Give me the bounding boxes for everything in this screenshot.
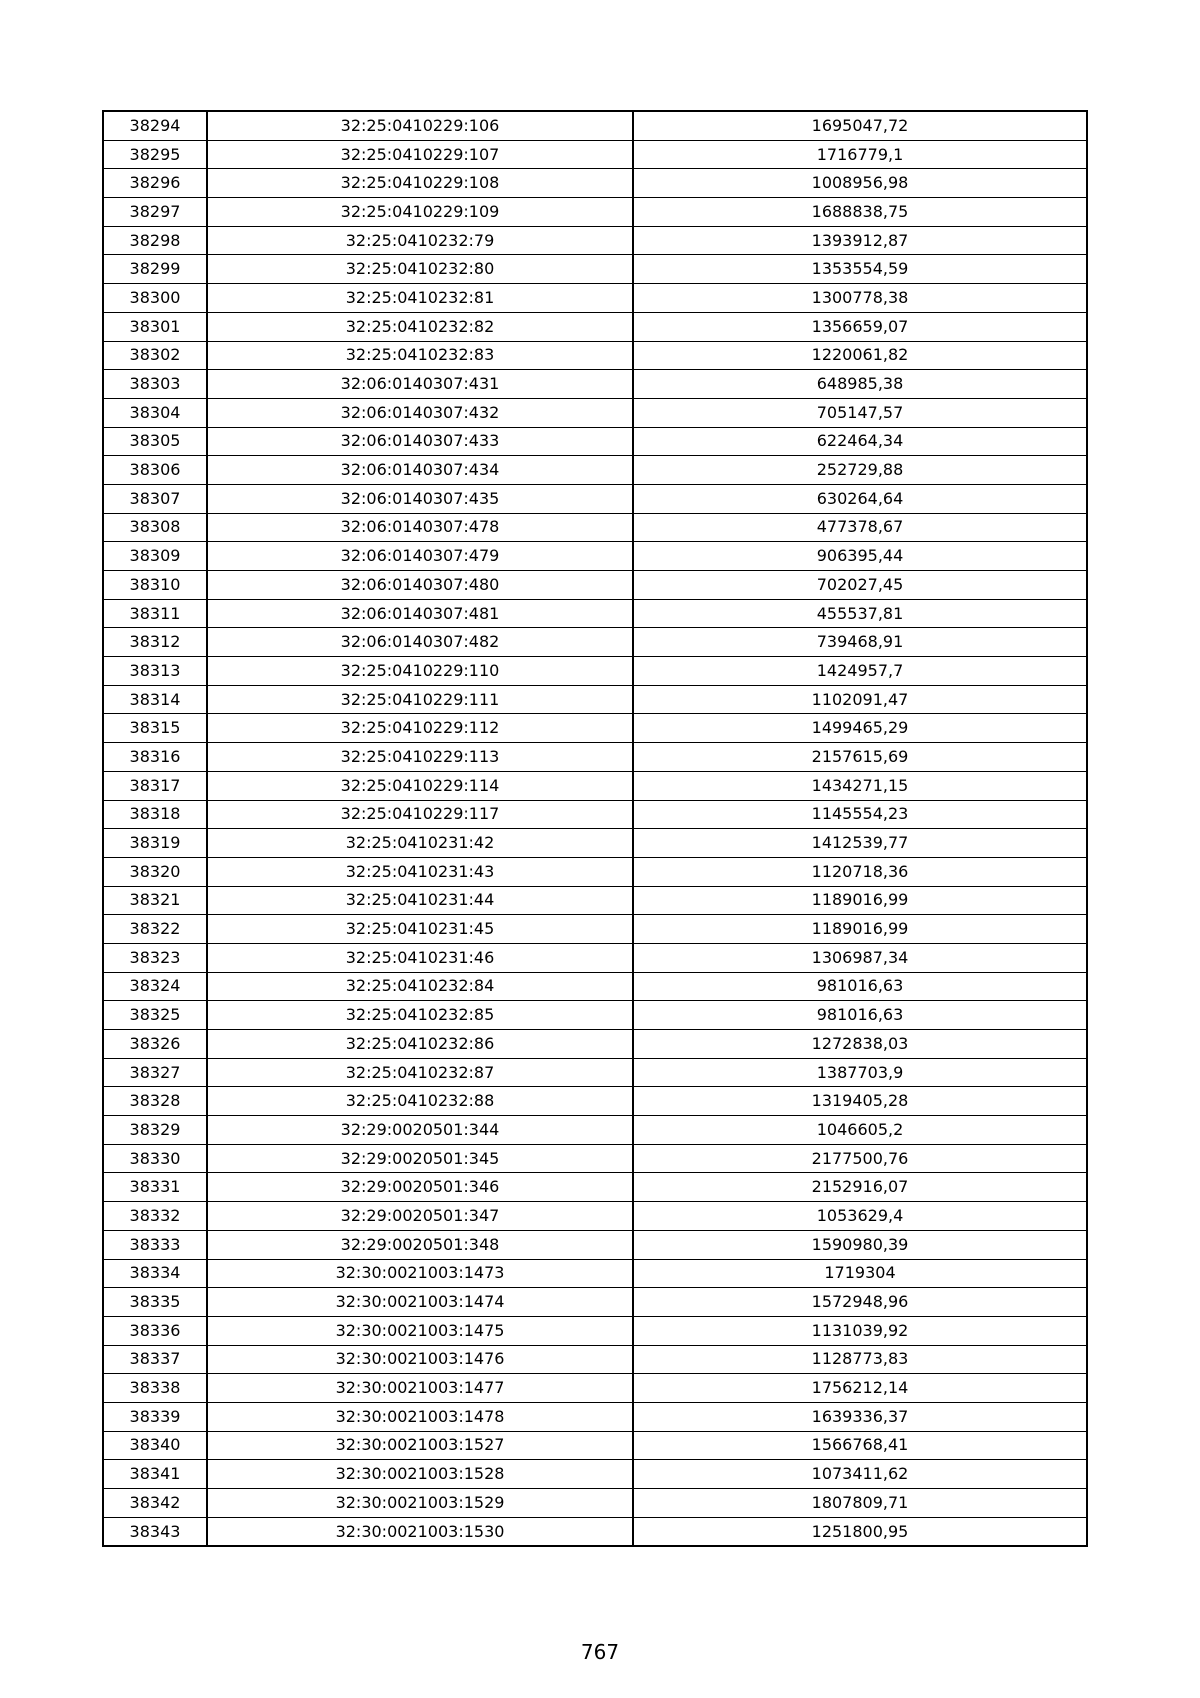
cadastral-number-cell: 32:06:0140307:478: [207, 513, 633, 542]
table-row: [103, 513, 1087, 542]
table-row: [103, 542, 1087, 571]
cadastral-number-cell: 32:06:0140307:431: [207, 370, 633, 399]
cadastral-number-cell: 32:06:0140307:480: [207, 571, 633, 600]
table-row: [103, 1288, 1087, 1317]
row-number-cell: 38323: [103, 943, 207, 972]
cadastral-number-cell: 32:25:0410229:109: [207, 198, 633, 227]
value-cell: 1046605,2: [633, 1116, 1087, 1145]
row-number-cell: 38341: [103, 1460, 207, 1489]
cadastral-number-cell: 32:25:0410229:106: [207, 111, 633, 140]
row-number-cell: 38330: [103, 1144, 207, 1173]
row-number-cell: 38340: [103, 1431, 207, 1460]
cadastral-number-cell: 32:06:0140307:435: [207, 484, 633, 513]
row-number-cell: 38331: [103, 1173, 207, 1202]
row-number-cell: 38324: [103, 972, 207, 1001]
value-cell: 1189016,99: [633, 886, 1087, 915]
row-number-cell: 38315: [103, 714, 207, 743]
row-number-cell: 38304: [103, 398, 207, 427]
cadastral-number-cell: 32:30:0021003:1529: [207, 1489, 633, 1518]
row-number-cell: 38339: [103, 1402, 207, 1431]
cadastral-number-cell: 32:30:0021003:1530: [207, 1517, 633, 1546]
table-row: [103, 685, 1087, 714]
row-number-cell: 38310: [103, 571, 207, 600]
table-row: [103, 915, 1087, 944]
cadastral-number-cell: 32:30:0021003:1476: [207, 1345, 633, 1374]
cadastral-number-cell: 32:30:0021003:1475: [207, 1316, 633, 1345]
value-cell: 1319405,28: [633, 1087, 1087, 1116]
value-cell: 1073411,62: [633, 1460, 1087, 1489]
table-row: [103, 1489, 1087, 1518]
row-number-cell: 38298: [103, 226, 207, 255]
table-row: [103, 714, 1087, 743]
value-cell: 1572948,96: [633, 1288, 1087, 1317]
value-cell: 1590980,39: [633, 1230, 1087, 1259]
cadastral-number-cell: 32:30:0021003:1527: [207, 1431, 633, 1460]
table-row: [103, 284, 1087, 313]
row-number-cell: 38334: [103, 1259, 207, 1288]
value-cell: 1102091,47: [633, 685, 1087, 714]
value-cell: 1434271,15: [633, 771, 1087, 800]
value-cell: 1145554,23: [633, 800, 1087, 829]
row-number-cell: 38300: [103, 284, 207, 313]
table-row: [103, 1259, 1087, 1288]
table-row: [103, 198, 1087, 227]
value-cell: 981016,63: [633, 1001, 1087, 1030]
row-number-cell: 38306: [103, 456, 207, 485]
cadastral-number-cell: 32:25:0410231:45: [207, 915, 633, 944]
value-cell: 1499465,29: [633, 714, 1087, 743]
table-row: [103, 1030, 1087, 1059]
value-cell: 1356659,07: [633, 312, 1087, 341]
table-row: [103, 312, 1087, 341]
table-row: [103, 657, 1087, 686]
row-number-cell: 38316: [103, 743, 207, 772]
table-row: [103, 628, 1087, 657]
cadastral-number-cell: 32:25:0410232:81: [207, 284, 633, 313]
value-cell: 1220061,82: [633, 341, 1087, 370]
cadastral-number-cell: 32:25:0410232:80: [207, 255, 633, 284]
value-cell: 1272838,03: [633, 1030, 1087, 1059]
table-row: [103, 1116, 1087, 1145]
value-cell: 1189016,99: [633, 915, 1087, 944]
cadastral-number-cell: 32:06:0140307:432: [207, 398, 633, 427]
value-cell: 2177500,76: [633, 1144, 1087, 1173]
value-cell: 1120718,36: [633, 857, 1087, 886]
value-cell: 1128773,83: [633, 1345, 1087, 1374]
table-row: [103, 857, 1087, 886]
table-row: [103, 571, 1087, 600]
value-cell: 1306987,34: [633, 943, 1087, 972]
cadastral-number-cell: 32:25:0410231:44: [207, 886, 633, 915]
table-row: [103, 427, 1087, 456]
value-cell: 455537,81: [633, 599, 1087, 628]
row-number-cell: 38342: [103, 1489, 207, 1518]
row-number-cell: 38309: [103, 542, 207, 571]
table-row: [103, 341, 1087, 370]
value-cell: 1412539,77: [633, 829, 1087, 858]
row-number-cell: 38313: [103, 657, 207, 686]
row-number-cell: 38302: [103, 341, 207, 370]
cadastral-number-cell: 32:25:0410232:84: [207, 972, 633, 1001]
table-row: [103, 1431, 1087, 1460]
table-row: [103, 599, 1087, 628]
cadastral-number-cell: 32:30:0021003:1477: [207, 1374, 633, 1403]
value-cell: 622464,34: [633, 427, 1087, 456]
table-row: [103, 370, 1087, 399]
value-cell: 1688838,75: [633, 198, 1087, 227]
table-row: [103, 226, 1087, 255]
cadastral-number-cell: 32:25:0410231:43: [207, 857, 633, 886]
value-cell: 1566768,41: [633, 1431, 1087, 1460]
cadastral-number-cell: 32:25:0410229:108: [207, 169, 633, 198]
row-number-cell: 38326: [103, 1030, 207, 1059]
cadastral-number-cell: 32:06:0140307:482: [207, 628, 633, 657]
cadastral-number-cell: 32:30:0021003:1478: [207, 1402, 633, 1431]
row-number-cell: 38307: [103, 484, 207, 513]
value-cell: 705147,57: [633, 398, 1087, 427]
table-row: [103, 1517, 1087, 1546]
value-cell: 906395,44: [633, 542, 1087, 571]
row-number-cell: 38319: [103, 829, 207, 858]
cadastral-number-cell: 32:25:0410232:82: [207, 312, 633, 341]
cadastral-number-cell: 32:25:0410232:83: [207, 341, 633, 370]
value-cell: 1353554,59: [633, 255, 1087, 284]
row-number-cell: 38338: [103, 1374, 207, 1403]
table-row: [103, 1173, 1087, 1202]
value-cell: 739468,91: [633, 628, 1087, 657]
row-number-cell: 38332: [103, 1202, 207, 1231]
value-cell: 477378,67: [633, 513, 1087, 542]
table-row: [103, 1460, 1087, 1489]
row-number-cell: 38305: [103, 427, 207, 456]
row-number-cell: 38299: [103, 255, 207, 284]
row-number-cell: 38318: [103, 800, 207, 829]
row-number-cell: 38295: [103, 140, 207, 169]
value-cell: 1756212,14: [633, 1374, 1087, 1403]
cadastral-number-cell: 32:25:0410229:117: [207, 800, 633, 829]
table-row: [103, 1001, 1087, 1030]
table-row: [103, 1374, 1087, 1403]
value-cell: 1251800,95: [633, 1517, 1087, 1546]
cadastral-number-cell: 32:25:0410229:111: [207, 685, 633, 714]
value-cell: 1716779,1: [633, 140, 1087, 169]
row-number-cell: 38308: [103, 513, 207, 542]
value-cell: 1807809,71: [633, 1489, 1087, 1518]
value-cell: 1131039,92: [633, 1316, 1087, 1345]
cadastral-number-cell: 32:29:0020501:347: [207, 1202, 633, 1231]
table-row: [103, 1316, 1087, 1345]
row-number-cell: 38303: [103, 370, 207, 399]
cadastral-number-cell: 32:25:0410232:85: [207, 1001, 633, 1030]
row-number-cell: 38327: [103, 1058, 207, 1087]
value-cell: 1387703,9: [633, 1058, 1087, 1087]
cadastral-number-cell: 32:30:0021003:1528: [207, 1460, 633, 1489]
table-row: [103, 1144, 1087, 1173]
cadastral-number-cell: 32:30:0021003:1474: [207, 1288, 633, 1317]
row-number-cell: 38343: [103, 1517, 207, 1546]
table-row: [103, 829, 1087, 858]
value-cell: 252729,88: [633, 456, 1087, 485]
cadastral-number-cell: 32:25:0410229:112: [207, 714, 633, 743]
cadastral-number-cell: 32:29:0020501:344: [207, 1116, 633, 1145]
table-row: [103, 943, 1087, 972]
row-number-cell: 38336: [103, 1316, 207, 1345]
value-cell: 1719304: [633, 1259, 1087, 1288]
value-cell: 2157615,69: [633, 743, 1087, 772]
cadastral-number-cell: 32:25:0410232:88: [207, 1087, 633, 1116]
row-number-cell: 38301: [103, 312, 207, 341]
cadastral-number-cell: 32:25:0410229:114: [207, 771, 633, 800]
value-cell: 1393912,87: [633, 226, 1087, 255]
row-number-cell: 38328: [103, 1087, 207, 1116]
table-row: [103, 1345, 1087, 1374]
row-number-cell: 38317: [103, 771, 207, 800]
table-row: [103, 972, 1087, 1001]
row-number-cell: 38311: [103, 599, 207, 628]
table-row: [103, 484, 1087, 513]
row-number-cell: 38320: [103, 857, 207, 886]
row-number-cell: 38329: [103, 1116, 207, 1145]
row-number-cell: 38294: [103, 111, 207, 140]
table-row: [103, 743, 1087, 772]
row-number-cell: 38296: [103, 169, 207, 198]
cadastral-number-cell: 32:25:0410232:86: [207, 1030, 633, 1059]
table-row: [103, 800, 1087, 829]
table-row: [103, 1058, 1087, 1087]
value-cell: 1639336,37: [633, 1402, 1087, 1431]
data-table: [102, 110, 1088, 1547]
row-number-cell: 38321: [103, 886, 207, 915]
cadastral-number-cell: 32:25:0410232:79: [207, 226, 633, 255]
cadastral-number-cell: 32:06:0140307:481: [207, 599, 633, 628]
row-number-cell: 38314: [103, 685, 207, 714]
value-cell: 1424957,7: [633, 657, 1087, 686]
value-cell: 981016,63: [633, 972, 1087, 1001]
value-cell: 1695047,72: [633, 111, 1087, 140]
cadastral-number-cell: 32:25:0410229:113: [207, 743, 633, 772]
cadastral-number-cell: 32:25:0410231:46: [207, 943, 633, 972]
value-cell: 2152916,07: [633, 1173, 1087, 1202]
table-row: [103, 771, 1087, 800]
row-number-cell: 38335: [103, 1288, 207, 1317]
value-cell: 630264,64: [633, 484, 1087, 513]
table-row: [103, 398, 1087, 427]
cadastral-number-cell: 32:25:0410229:107: [207, 140, 633, 169]
cadastral-number-cell: 32:29:0020501:346: [207, 1173, 633, 1202]
row-number-cell: 38325: [103, 1001, 207, 1030]
value-cell: 1053629,4: [633, 1202, 1087, 1231]
cadastral-number-cell: 32:25:0410229:110: [207, 657, 633, 686]
value-cell: 1300778,38: [633, 284, 1087, 313]
page-number: 767: [580, 1640, 620, 1664]
cadastral-number-cell: 32:06:0140307:434: [207, 456, 633, 485]
value-cell: 702027,45: [633, 571, 1087, 600]
row-number-cell: 38322: [103, 915, 207, 944]
table-row: [103, 140, 1087, 169]
table-row: [103, 111, 1087, 140]
cadastral-number-cell: 32:29:0020501:348: [207, 1230, 633, 1259]
table-row: [103, 255, 1087, 284]
row-number-cell: 38312: [103, 628, 207, 657]
value-cell: 648985,38: [633, 370, 1087, 399]
table-body: [103, 111, 1087, 1546]
cadastral-number-cell: 32:25:0410232:87: [207, 1058, 633, 1087]
cadastral-number-cell: 32:25:0410231:42: [207, 829, 633, 858]
row-number-cell: 38337: [103, 1345, 207, 1374]
table-row: [103, 1202, 1087, 1231]
cadastral-number-cell: 32:06:0140307:479: [207, 542, 633, 571]
table-row: [103, 456, 1087, 485]
table-row: [103, 1230, 1087, 1259]
table-row: [103, 1402, 1087, 1431]
table-row: [103, 886, 1087, 915]
cadastral-number-cell: 32:29:0020501:345: [207, 1144, 633, 1173]
table-row: [103, 169, 1087, 198]
row-number-cell: 38297: [103, 198, 207, 227]
row-number-cell: 38333: [103, 1230, 207, 1259]
cadastral-number-cell: 32:30:0021003:1473: [207, 1259, 633, 1288]
table-row: [103, 1087, 1087, 1116]
value-cell: 1008956,98: [633, 169, 1087, 198]
cadastral-number-cell: 32:06:0140307:433: [207, 427, 633, 456]
